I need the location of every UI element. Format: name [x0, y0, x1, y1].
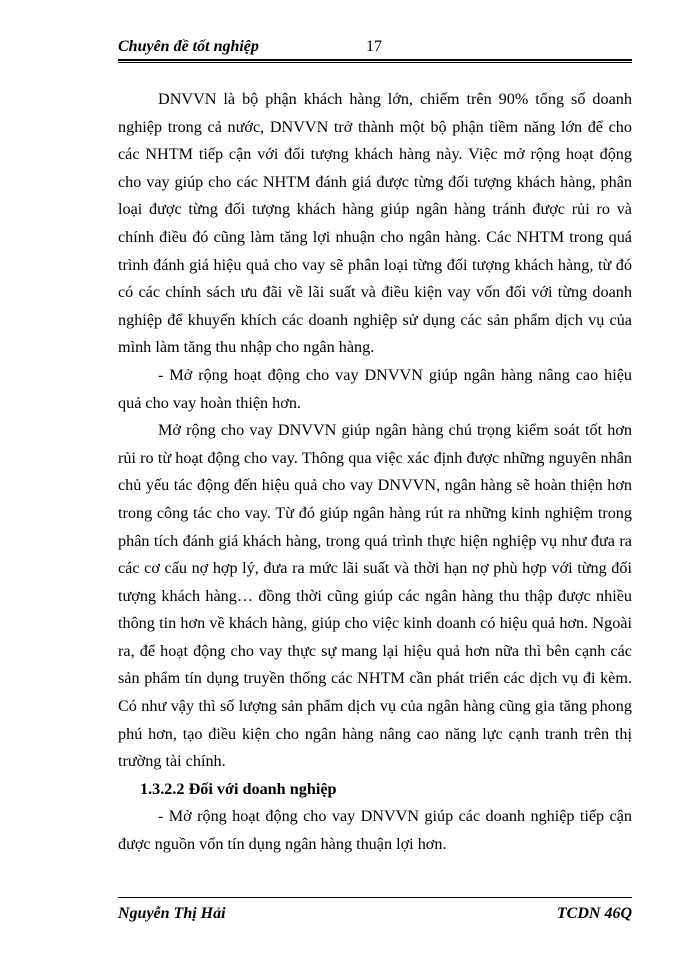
footer-divider [118, 897, 632, 898]
page-number: 17 [366, 38, 382, 55]
document-body [118, 86, 632, 859]
section-heading: 1.3.2.2 Đối với doanh nghiệp [140, 779, 337, 798]
paragraph: DNVVN là bộ phận khách hàng lớn, chiếm trên 90% tổng số doanh nghiệp trong cả nước, DNVVN trở thành một bộ phận tiềm năng lớn để cho các NHTM tiếp cận với đối tượng khách hàng này. Việc mở rộng hoạt động cho vay giúp cho các NHTM đánh giá được từng đối tượng khách hàng, phân loại được từng đối tượng khách hàng giúp ngân hàng tránh được rủi ro và chính điều đó cũng làm tăng lợi nhuận cho ngân hàng. Các NHTM trong quá trình đánh giá hiệu quả cho vay sẽ phân loại từng đối tượng khách hàng, từ đó có các chính sách ưu đãi về lãi suất và điều kiện vay vốn đối với từng doanh nghiệp để khuyến khích các doanh nghiệp sử dụng các sản phẩm dịch vụ của mình làm tăng thu nhập cho ngân hàng. [118, 90, 632, 357]
paragraph: - Mở rộng hoạt động cho vay DNVVN giúp ngân hàng nâng cao hiệu quả cho vay hoàn thiện hơn. [118, 365, 632, 412]
header-title: Chuyên đề tốt nghiệp [118, 38, 259, 55]
paragraph: - Mở rộng hoạt động cho vay DNVVN giúp các doanh nghiệp tiếp cận được nguồn vốn tín dụng ngân hàng thuận lợi hơn. [118, 807, 632, 854]
header-divider [118, 59, 632, 63]
footer-class-code: TCDN 46Q [556, 905, 632, 922]
paragraph: Mở rộng cho vay DNVVN giúp ngân hàng chú trọng kiểm soát tốt hơn rủi ro từ hoạt động cho vay. Thông qua việc xác định được những nguyên nhân chủ yếu tác động đến hiệu quả cho vay DNVVN, ngân hàng sẽ hoàn thiện hơn trong công tác cho vay. Từ đó giúp ngân hàng rút ra những kinh nghiệm trong phân tích đánh giá khách hàng, trong quá trình thực hiện nghiệp vụ như đưa ra các cơ cấu nợ hợp lý, đưa ra mức lãi suất và thời hạn nợ phù hợp với từng đối tượng khách hàng… đồng thời cũng giúp các ngân hàng thu thập được nhiều thông tin hơn về khách hàng, giúp cho việc kinh doanh có hiệu quả hơn. Ngoài ra, để hoạt động cho vay thực sự mang lại hiệu quả hơn nữa thì bên cạnh các sản phẩm tín dụng truyền thống các NHTM cần phát triển các dịch vụ đi kèm. Có như vậy thì số lượng sản phẩm dịch vụ của ngân hàng cũng gia tăng phong phú hơn, tạo điều kiện cho ngân hàng nâng cao năng lực cạnh tranh trên thị trường tài chính. [118, 421, 632, 771]
page-header [118, 34, 632, 60]
footer-author: Nguyễn Thị Hải [118, 905, 226, 922]
